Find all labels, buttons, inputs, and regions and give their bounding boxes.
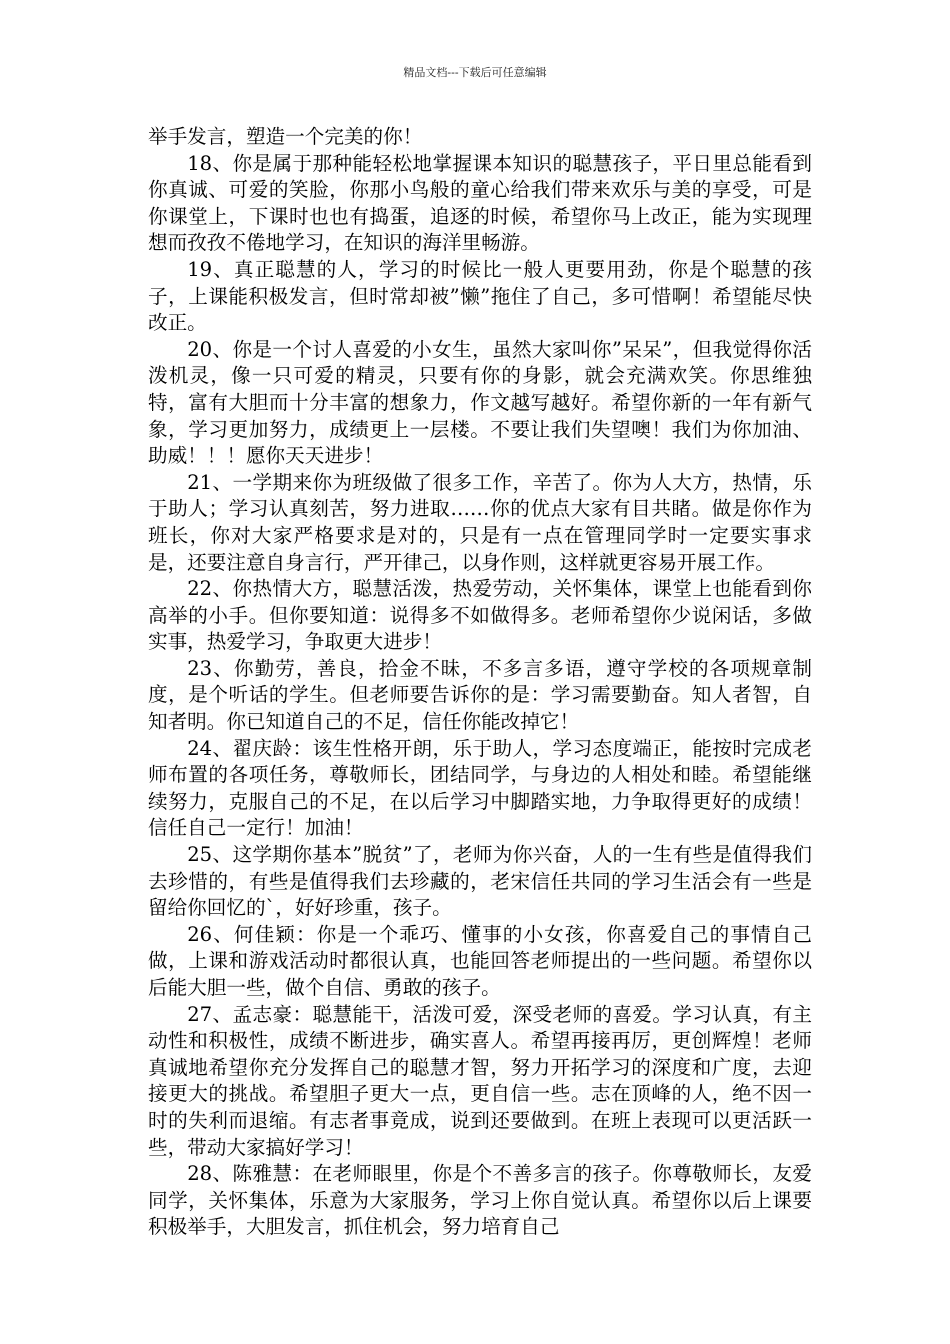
paragraph-27: 27、孟志豪：聪慧能干，活泼可爱，深受老师的喜爱。学习认真，有主动性和积极性，成绩不断进步，确实喜人。希望再接再厉，更创辉煌！老师真诚地希望你充分发挥自己的聪慧才智，努力开拓学习的深度和广度，去迎接更大的挑战。希望胆子更大一点，更自信一些。志在顶峰的人，绝不因一时的失利而退缩。有志者事竟成，说到还要做到。在班上表现可以更活跃一些，带动大家搞好学习！ [148,1002,812,1159]
paragraph-20: 20、你是一个讨人喜爱的小女生，虽然大家叫你”呆呆”，但我觉得你活泼机灵，像一只可爱的精灵，只要有你的身影，就会充满欢笑。你思维独特，富有大胆而十分丰富的想象力，作文越写越好。希望你新的一年有新气象，学习更加努力，成绩更上一层楼。不要让我们失望噢！我们为你加油、助威！！！愿你天天进步！ [148,337,812,468]
paragraph-19: 19、真正聪慧的人，学习的时候比一般人更要用劲，你是个聪慧的孩子，上课能积极发言，但时常却被”懒”拖住了自己，多可惜啊！希望能尽快改正。 [148,257,812,335]
document-body [148,124,812,1241]
paragraph-continued: 举手发言，塑造一个完美的你！ [148,125,423,148]
paragraph-24: 24、翟庆龄：该生性格开朗，乐于助人，学习态度端正，能按时完成老师布置的各项任务，尊敬师长，团结同学，与身边的人相处和睦。希望能继续努力，克服自己的不足，在以后学习中脚踏实地，力争取得更好的成绩！信任自己一定行！加油！ [148,736,812,840]
paragraph-22: 22、你热情大方，聪慧活泼，热爱劳动，关怀集体，课堂上也能看到你高举的小手。但你要知道：说得多不如做得多。老师希望你少说闲话，多做实事，热爱学习，争取更大进步！ [148,577,812,654]
paragraph-23: 23、你勤劳，善良，拾金不昧，不多言多语，遵守学校的各项规章制度，是个听话的学生。但老师要告诉你的是：学习需要勤奋。知人者智，自知者明。你已知道自己的不足，信任你能改掉它！ [148,656,812,734]
paragraph-21: 21、一学期来你为班级做了很多工作，辛苦了。你为人大方，热情，乐于助人；学习认真刻苦，努力进取……你的优点大家有目共睹。做是你作为班长，你对大家严格要求是对的，只是有一点在管理同学时一定要实事求是，还要注意自身言行，严开律己，以身作则，这样就更容易开展工作。 [148,470,812,574]
paragraph-18: 18、你是属于那种能轻松地掌握课本知识的聪慧孩子，平日里总能看到你真诚、可爱的笑脸，你那小鸟般的童心给我们带来欢乐与美的享受，可是你课堂上，下课时也也有捣蛋，追逐的时候，希望你马上改正，能为实现理想而孜孜不倦地学习，在知识的海洋里畅游。 [148,151,812,255]
paragraph-26: 26、何佳颖：你是一个乖巧、懂事的小女孩，你喜爱自己的事情自己做，上课和游戏活动时都很认真，也能回答老师提出的一些问题。希望你以后能大胆一些，做个自信、勇敢的孩子。 [148,922,812,999]
paragraph-28: 28、陈雅慧：在老师眼里，你是个不善多言的孩子。你尊敬师长，友爱同学，关怀集体，乐意为大家服务，学习上你自觉认真。希望你以后上课要积极举手，大胆发言，抓住机会，努力培育自己 [148,1162,812,1239]
page-header: 精品文档---下载后可任意编辑 [403,66,547,79]
paragraph-25: 25、这学期你基本”脱贫”了，老师为你兴奋，人的一生有些是值得我们去珍惜的，有些是值得我们去珍藏的，老宋信任共同的学习生活会有一些是留给你回忆的`，好好珍重，孩子。 [148,843,812,920]
